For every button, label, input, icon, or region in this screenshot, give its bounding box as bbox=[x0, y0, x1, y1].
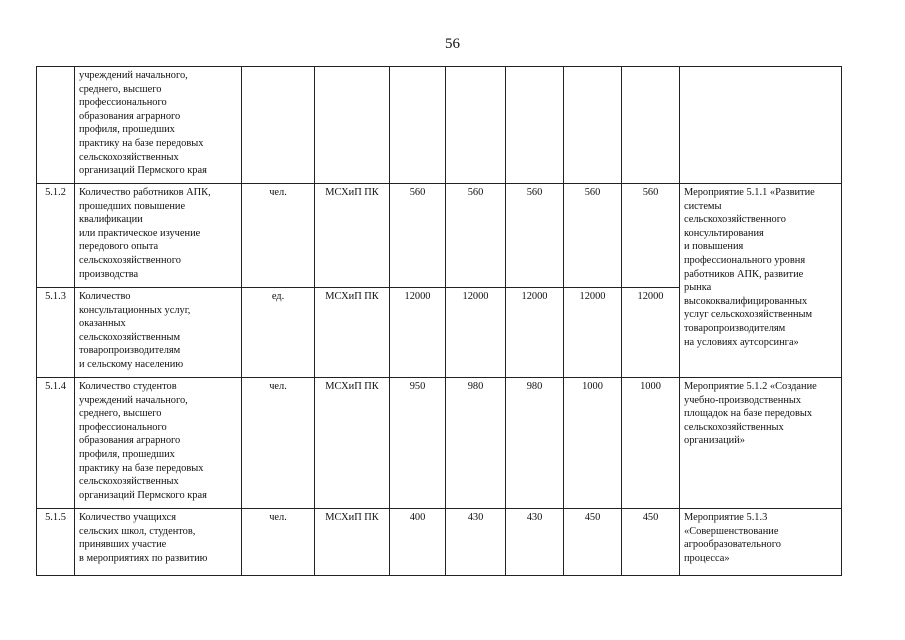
indicator-name-cell: Количество учащихся сельских школ, студентов, принявших участие в мероприятиях по развитию bbox=[75, 509, 242, 576]
value-cell-3: 980 bbox=[506, 378, 564, 509]
value-cell-1 bbox=[390, 67, 446, 184]
row-number-cell: 5.1.4 bbox=[37, 378, 75, 509]
table-row bbox=[37, 67, 842, 184]
measure-cell: Мероприятие 5.1.2 «Создание учебно-производственных площадок на базе передовых сельскохозяйственных организаций» bbox=[680, 378, 842, 509]
indicator-name-cell: Количество студентов учреждений начального, среднего, высшего профессионального образования аграрного профиля, прошедших практику на базе передовых сельскохозяйственных организаций Пермского края bbox=[75, 378, 242, 509]
executor-cell: МСХиП ПК bbox=[315, 184, 390, 288]
executor-cell: МСХиП ПК bbox=[315, 288, 390, 378]
value-cell-2 bbox=[446, 67, 506, 184]
value-cell-2: 560 bbox=[446, 184, 506, 288]
indicators-table bbox=[36, 66, 842, 576]
value-cell-2: 12000 bbox=[446, 288, 506, 378]
value-cell-2: 430 bbox=[446, 509, 506, 576]
value-cell-4: 560 bbox=[564, 184, 622, 288]
measure-cell: Мероприятие 5.1.3 «Совершенствование агрообразовательного процесса» bbox=[680, 509, 842, 576]
unit-cell: чел. bbox=[242, 184, 315, 288]
value-cell-5 bbox=[622, 67, 680, 184]
indicator-name-cell: Количество работников АПК, прошедших повышение квалификации или практическое изучение передового опыта сельскохозяйственного производства bbox=[75, 184, 242, 288]
value-cell-3: 12000 bbox=[506, 288, 564, 378]
table-row bbox=[37, 378, 842, 509]
value-cell-3: 560 bbox=[506, 184, 564, 288]
unit-cell: чел. bbox=[242, 509, 315, 576]
row-number-cell: 5.1.5 bbox=[37, 509, 75, 576]
table-row bbox=[37, 509, 842, 576]
measure-cell: Мероприятие 5.1.1 «Развитие системы сельскохозяйственного консультирования и повышения профессионального уровня работников АПК, развитие рынка высококвалифицированных услуг сельскохозяйственным товаропроизводителям на условиях аутсорсинга» bbox=[680, 184, 842, 378]
value-cell-5: 12000 bbox=[622, 288, 680, 378]
executor-cell bbox=[315, 67, 390, 184]
executor-cell: МСХиП ПК bbox=[315, 378, 390, 509]
row-number-cell bbox=[37, 67, 75, 184]
page-number: 56 bbox=[445, 36, 460, 52]
value-cell-4 bbox=[564, 67, 622, 184]
value-cell-5: 450 bbox=[622, 509, 680, 576]
executor-cell: МСХиП ПК bbox=[315, 509, 390, 576]
measure-cell bbox=[680, 67, 842, 184]
value-cell-4: 1000 bbox=[564, 378, 622, 509]
value-cell-1: 950 bbox=[390, 378, 446, 509]
value-cell-5: 560 bbox=[622, 184, 680, 288]
value-cell-5: 1000 bbox=[622, 378, 680, 509]
row-number-cell: 5.1.3 bbox=[37, 288, 75, 378]
indicator-name-cell: учреждений начального, среднего, высшего профессионального образования аграрного профиля, прошедших практику на базе передовых сельскохозяйственных организаций Пермского края bbox=[75, 67, 242, 184]
value-cell-1: 400 bbox=[390, 509, 446, 576]
value-cell-4: 450 bbox=[564, 509, 622, 576]
value-cell-1: 560 bbox=[390, 184, 446, 288]
value-cell-1: 12000 bbox=[390, 288, 446, 378]
unit-cell bbox=[242, 67, 315, 184]
row-number-cell: 5.1.2 bbox=[37, 184, 75, 288]
indicator-name-cell: Количество консультационных услуг, оказанных сельскохозяйственным товаропроизводителям и сельскому населению bbox=[75, 288, 242, 378]
table-row bbox=[37, 184, 842, 288]
value-cell-3 bbox=[506, 67, 564, 184]
value-cell-2: 980 bbox=[446, 378, 506, 509]
unit-cell: чел. bbox=[242, 378, 315, 509]
value-cell-4: 12000 bbox=[564, 288, 622, 378]
unit-cell: ед. bbox=[242, 288, 315, 378]
value-cell-3: 430 bbox=[506, 509, 564, 576]
